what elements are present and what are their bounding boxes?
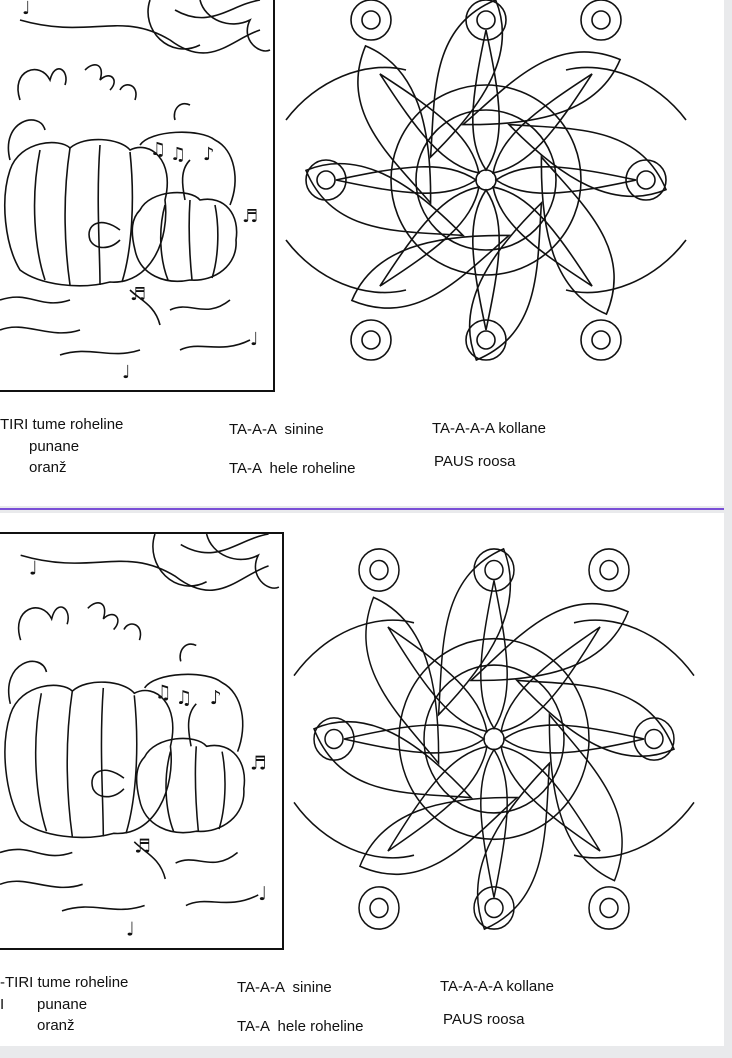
svg-text:♬: ♬	[242, 206, 259, 227]
svg-text:♫: ♫	[170, 144, 187, 165]
svg-text:♬: ♬	[130, 284, 147, 305]
mandala-coloring-image	[284, 532, 704, 946]
legend-ta-a: TA-A hele roheline	[229, 460, 356, 477]
pumpkin-drawing-icon	[0, 534, 282, 948]
legend-ta-a-a-a: TA-A-A-A kollane	[440, 978, 554, 995]
pumpkin-coloring-image	[0, 0, 275, 392]
legend-paus: PAUS roosa	[434, 453, 516, 470]
svg-text:♩: ♩	[126, 919, 135, 941]
svg-text:♩: ♩	[258, 884, 268, 906]
page-divider	[0, 508, 724, 510]
legend-prefix: I	[0, 996, 5, 1013]
svg-text:♬: ♬	[134, 836, 151, 858]
svg-text:♩: ♩	[28, 558, 38, 580]
svg-text:♬: ♬	[249, 753, 267, 775]
legend-paus: PAUS roosa	[443, 1011, 525, 1028]
svg-text:♩: ♩	[250, 329, 259, 350]
legend-ta-a-a: TA-A-A sinine	[237, 979, 332, 996]
legend-tiri: TIRI tume roheline	[0, 416, 124, 433]
svg-text:♩: ♩	[122, 362, 131, 383]
legend-tiri: -TIRI tume roheline	[0, 974, 129, 991]
svg-text:♫: ♫	[175, 687, 193, 709]
mandala-coloring-image	[276, 0, 696, 390]
legend-oranz: oranž	[37, 1017, 75, 1034]
svg-text:♪: ♪	[203, 144, 215, 165]
svg-text:♫: ♫	[150, 139, 167, 160]
legend-ta-a-a: TA-A-A sinine	[229, 421, 324, 438]
legend-ta-a: TA-A hele roheline	[237, 1018, 364, 1035]
viewer-scrollbar-track[interactable]	[724, 0, 732, 1058]
legend-punane: punane	[37, 996, 88, 1013]
mandala-drawing-icon	[276, 0, 696, 390]
svg-text:♪: ♪	[209, 687, 222, 709]
legend-oranz: oranž	[29, 459, 67, 476]
svg-text:♩: ♩	[22, 0, 31, 19]
legend-punane: punane	[29, 438, 80, 455]
pumpkin-drawing-icon	[0, 0, 273, 390]
legend-ta-a-a-a: TA-A-A-A kollane	[432, 420, 546, 437]
svg-text:♫: ♫	[154, 682, 172, 704]
pumpkin-coloring-image	[0, 532, 284, 950]
mandala-drawing-icon	[284, 532, 704, 946]
